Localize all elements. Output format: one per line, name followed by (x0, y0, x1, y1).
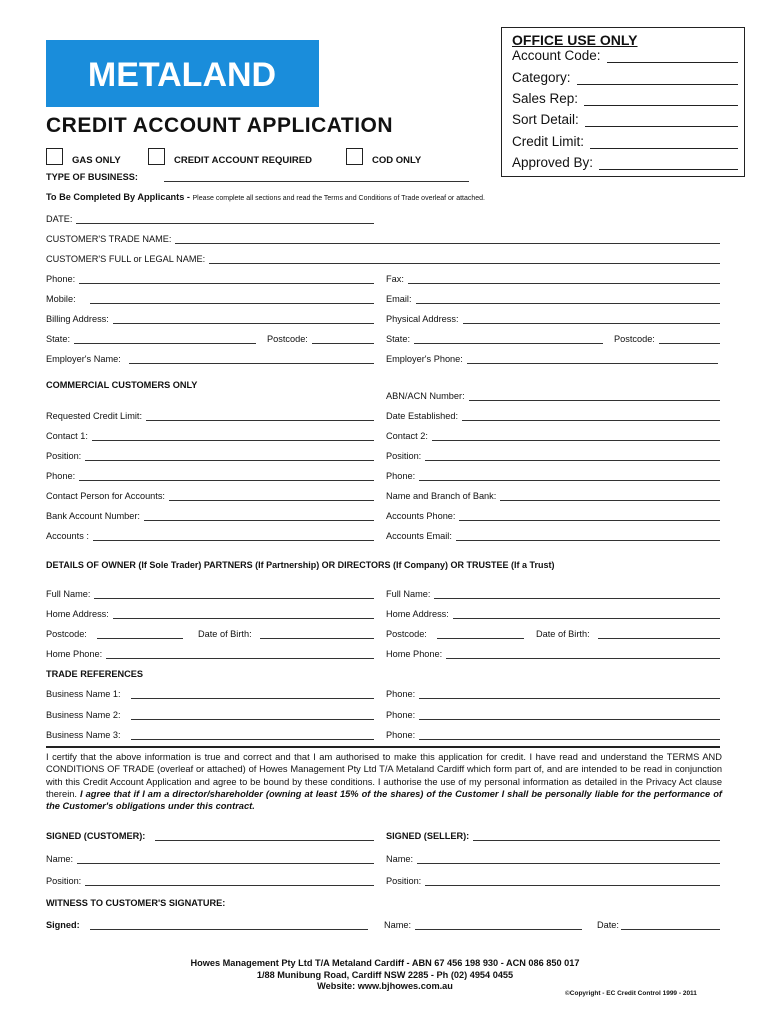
accounts-phone-label: Accounts Phone: (386, 511, 456, 521)
full-name-label: Full Name: (386, 589, 431, 599)
witness-name-row (384, 920, 582, 930)
state-line[interactable] (74, 334, 256, 344)
name-label: Name: (386, 854, 414, 864)
physical-postcode-row (614, 334, 720, 344)
bank-account-label: Bank Account Number: (46, 511, 140, 521)
full-name-label: Full Name: (46, 589, 91, 599)
footer-company: Howes Management Pty Ltd T/A Metaland Cardiff - ABN 67 456 198 930 - ACN 086 850 017 (190, 958, 580, 968)
full-name-line[interactable] (94, 589, 374, 599)
office-field-label: Credit Limit: (512, 134, 585, 149)
position-line[interactable] (85, 876, 374, 886)
owner1-home-phone-row (46, 649, 374, 659)
witness-signed-row (46, 920, 368, 930)
instructions-lead: To Be Completed By Applicants - (46, 192, 190, 202)
owner1-home-address-row (46, 609, 374, 619)
type-of-business-row (46, 172, 469, 182)
home-phone-label: Home Phone: (386, 649, 443, 659)
position-line[interactable] (85, 451, 374, 461)
state-line[interactable] (414, 334, 603, 344)
state-label: State: (46, 334, 71, 344)
office-field-label: Category: (512, 70, 571, 85)
billing-address-line[interactable] (113, 314, 374, 324)
office-credit-limit (512, 134, 738, 149)
requested-credit-limit-row (46, 411, 374, 421)
bank-account-line[interactable] (144, 511, 374, 521)
name-label: Name: (384, 920, 412, 930)
certification-text (46, 751, 722, 812)
owner2-home-phone-row (386, 649, 720, 659)
footer (0, 958, 770, 993)
bank-account-row (46, 511, 374, 521)
name-line[interactable] (415, 920, 582, 930)
form-title: CREDIT ACCOUNT APPLICATION (46, 114, 394, 137)
owner2-dob-row (536, 629, 720, 639)
abn-row (386, 391, 720, 401)
name-line[interactable] (417, 854, 720, 864)
date-established-row (386, 411, 720, 421)
date-row (46, 214, 374, 224)
email-label: Email: (386, 294, 412, 304)
abn-label: ABN/ACN Number: (386, 391, 465, 401)
position-label: Position: (46, 451, 82, 461)
mobile-line[interactable] (90, 294, 374, 304)
employer-name-row (46, 354, 374, 364)
office-field-line[interactable] (599, 157, 738, 170)
contact2-line[interactable] (432, 431, 720, 441)
signed-line[interactable] (90, 920, 368, 930)
signed-customer-row (46, 831, 374, 841)
position-line[interactable] (425, 876, 720, 886)
business-name-1-row (46, 689, 374, 699)
phone-line[interactable] (419, 710, 720, 720)
business-name-label: Business Name 2: (46, 710, 121, 720)
state-label: State: (386, 334, 411, 344)
certification-plain: I certify that the above information is true and correct and that I am authorised to make this application for credit. I have read and understand the TERMS AND CONDITIONS OF TRADE (overleaf or attached) of Howes Management Pty Ltd T/A Metaland Cardiff which form part of, and are intended to be read in conjunction with this Credit Account Application and agree to be bound by these conditions. I authorise the use of my personal information as detailed in the Privacy Act clause therein. (46, 752, 722, 799)
cod-only-checkbox[interactable] (346, 148, 363, 165)
customer-name-row (46, 854, 374, 864)
dob-label: Date of Birth: (198, 629, 252, 639)
trade-name-row (46, 234, 720, 244)
accounts-row (46, 531, 374, 541)
dob-line[interactable] (260, 629, 374, 639)
business-name-line[interactable] (131, 730, 374, 740)
date-label: Date: (597, 920, 619, 930)
legal-name-label: CUSTOMER'S FULL or LEGAL NAME: (46, 254, 206, 264)
postcode-line[interactable] (97, 629, 183, 639)
date-label: DATE: (46, 214, 73, 224)
trade-name-line[interactable] (175, 234, 720, 244)
owner2-postcode-row (386, 629, 524, 639)
accounts-line[interactable] (93, 531, 374, 541)
employer-phone-line[interactable] (467, 354, 718, 364)
credit-account-required-label: CREDIT ACCOUNT REQUIRED (174, 155, 312, 166)
footer-address: 1/88 Munibung Road, Cardiff NSW 2285 - Ph (02) 4954 0455 (256, 969, 514, 980)
trade-references-heading: TRADE REFERENCES (46, 669, 143, 679)
postcode-row (267, 334, 374, 344)
office-account-code (512, 48, 738, 63)
contact-accounts-row (46, 491, 374, 501)
business-name-label: Business Name 1: (46, 689, 121, 699)
office-use-title: OFFICE USE ONLY (512, 32, 638, 48)
office-field-label: Account Code: (512, 48, 601, 63)
date-established-line[interactable] (462, 411, 720, 421)
position-line[interactable] (425, 451, 720, 461)
contact-phone2-row (386, 471, 720, 481)
certification-emphasis: I agree that if I am a director/shareholder (owning at least 15% of the shares) of the Customer I shall be personally liable for the performance of the Customer's obligations under this contract. (46, 788, 722, 812)
office-use-box (501, 27, 745, 177)
gas-only-checkbox[interactable] (46, 148, 63, 165)
seller-name-row (386, 854, 720, 864)
owner2-home-address-row (386, 609, 720, 619)
business-name-line[interactable] (131, 710, 374, 720)
contact1-label: Contact 1: (46, 431, 88, 441)
phone-line[interactable] (79, 274, 374, 284)
dob-line[interactable] (598, 629, 720, 639)
signed-seller-row (386, 831, 720, 841)
customer-position-row (46, 876, 374, 886)
state-row (46, 334, 256, 344)
mobile-label: Mobile: (46, 294, 76, 304)
accounts-phone-row (386, 511, 720, 521)
fax-line[interactable] (408, 274, 720, 284)
email-line[interactable] (416, 294, 720, 304)
cod-only-label: COD ONLY (372, 155, 422, 166)
physical-address-row (386, 314, 720, 324)
phone-label: Phone: (386, 689, 416, 699)
position1-row (46, 451, 374, 461)
office-field-line[interactable] (577, 72, 738, 85)
section-divider (46, 746, 720, 748)
fax-label: Fax: (386, 274, 404, 284)
legal-name-row (46, 254, 720, 264)
email-row (386, 294, 720, 304)
office-field-label: Approved By: (512, 155, 594, 170)
accounts-phone-line[interactable] (459, 511, 720, 521)
signed-seller-label: SIGNED (SELLER): (386, 831, 470, 841)
postcode-label: Postcode: (386, 629, 427, 639)
office-field-line[interactable] (585, 114, 738, 127)
phone-label: Phone: (386, 730, 416, 740)
postcode-line[interactable] (312, 334, 374, 344)
owner1-full-name-row (46, 589, 374, 599)
billing-address-row (46, 314, 374, 324)
instructions (46, 192, 485, 202)
bank-name-row (386, 491, 720, 501)
ref-phone-2-row (386, 710, 720, 720)
metaland-logo-graphic (46, 40, 319, 107)
contact2-label: Contact 2: (386, 431, 428, 441)
office-category (512, 70, 738, 85)
phone-line[interactable] (79, 471, 374, 481)
employer-name-line[interactable] (129, 354, 374, 364)
name-label: Name: (46, 854, 74, 864)
contact-accounts-label: Contact Person for Accounts: (46, 491, 165, 501)
physical-address-line[interactable] (463, 314, 720, 324)
gas-only-label: GAS ONLY (72, 155, 121, 166)
home-address-line[interactable] (453, 609, 720, 619)
owner2-full-name-row (386, 589, 720, 599)
trade-name-label: CUSTOMER'S TRADE NAME: (46, 234, 172, 244)
credit-account-required-checkbox[interactable] (148, 148, 165, 165)
accounts-label: Accounts : (46, 531, 89, 541)
copyright: ©Copyright - EC Credit Control 1999 - 2011 (565, 990, 697, 997)
postcode-label: Postcode: (267, 334, 308, 344)
home-phone-line[interactable] (106, 649, 374, 659)
logo-wordmark: METALAND (87, 56, 277, 94)
postcode-line[interactable] (659, 334, 720, 344)
physical-address-label: Physical Address: (386, 314, 459, 324)
dob-label: Date of Birth: (536, 629, 590, 639)
instructions-text: Please complete all sections and read the Terms and Conditions of Trade overleaf or attached. (192, 195, 486, 202)
seller-position-row (386, 876, 720, 886)
position-label: Position: (386, 876, 422, 886)
date-line[interactable] (621, 920, 720, 930)
type-of-business-label: TYPE OF BUSINESS: (46, 172, 138, 182)
employer-phone-row (386, 354, 718, 364)
phone-line[interactable] (419, 689, 720, 699)
home-address-line[interactable] (113, 609, 374, 619)
employer-name-label: Employer's Name: (46, 354, 121, 364)
contact1-row (46, 431, 374, 441)
billing-address-label: Billing Address: (46, 314, 109, 324)
phone-label: Phone: (386, 710, 416, 720)
postcode-label: Postcode: (614, 334, 655, 344)
position-label: Position: (46, 876, 82, 886)
physical-state-row (386, 334, 603, 344)
phone-label: Phone: (46, 471, 76, 481)
office-field-label: Sales Rep: (512, 91, 579, 106)
office-field-line[interactable] (590, 136, 738, 149)
contact-accounts-line[interactable] (169, 491, 374, 501)
commercial-heading: COMMERCIAL CUSTOMERS ONLY (46, 380, 198, 390)
owners-heading: DETAILS OF OWNER (If Sole Trader) PARTNERS (If Partnership) OR DIRECTORS (If Company) OR TRUSTEE (If a Trust) (46, 560, 555, 570)
home-phone-label: Home Phone: (46, 649, 103, 659)
date-line[interactable] (76, 214, 374, 224)
phone-label: Phone: (46, 274, 76, 284)
abn-line[interactable] (469, 391, 720, 401)
office-field-label: Sort Detail: (512, 112, 579, 127)
business-name-3-row (46, 730, 374, 740)
office-field-line[interactable] (584, 93, 738, 106)
type-of-business-line[interactable] (164, 172, 469, 182)
footer-website: Website: www.bjhowes.com.au (317, 981, 453, 991)
metaland-logo (46, 40, 319, 107)
ref-phone-1-row (386, 689, 720, 699)
signed-customer-label: SIGNED (CUSTOMER): (46, 831, 146, 841)
owner1-dob-row (198, 629, 374, 639)
requested-credit-limit-line[interactable] (146, 411, 374, 421)
postcode-label: Postcode: (46, 629, 87, 639)
business-name-label: Business Name 3: (46, 730, 121, 740)
accounts-email-label: Accounts Email: (386, 531, 452, 541)
requested-credit-limit-label: Requested Credit Limit: (46, 411, 143, 421)
employer-phone-label: Employer's Phone: (386, 354, 463, 364)
home-phone-line[interactable] (446, 649, 720, 659)
accounts-email-row (386, 531, 720, 541)
home-address-label: Home Address: (386, 609, 449, 619)
bank-name-label: Name and Branch of Bank: (386, 491, 497, 501)
mobile-row (46, 294, 374, 304)
accounts-email-line[interactable] (456, 531, 720, 541)
position2-row (386, 451, 720, 461)
office-field-line[interactable] (607, 50, 738, 63)
business-name-2-row (46, 710, 374, 720)
phone-line[interactable] (419, 730, 720, 740)
office-approved-by (512, 155, 738, 170)
bank-name-line[interactable] (500, 491, 720, 501)
legal-name-line[interactable] (209, 254, 720, 264)
phone-row (46, 274, 374, 284)
phone-label: Phone: (386, 471, 416, 481)
office-sort-detail (512, 112, 738, 127)
ref-phone-3-row (386, 730, 720, 740)
witness-date-row (597, 920, 720, 930)
owner1-postcode-row (46, 629, 183, 639)
business-name-line[interactable] (131, 689, 374, 699)
contact1-line[interactable] (92, 431, 374, 441)
position-label: Position: (386, 451, 422, 461)
name-line[interactable] (77, 854, 374, 864)
office-sales-rep (512, 91, 738, 106)
contact-phone1-row (46, 471, 374, 481)
contact2-row (386, 431, 720, 441)
full-name-line[interactable] (434, 589, 720, 599)
signed-seller-line[interactable] (473, 831, 720, 841)
date-established-label: Date Established: (386, 411, 459, 421)
witness-heading: WITNESS TO CUSTOMER'S SIGNATURE: (46, 898, 226, 908)
signed-label: Signed: (46, 920, 80, 930)
phone-line[interactable] (419, 471, 720, 481)
signed-customer-line[interactable] (155, 831, 374, 841)
fax-row (386, 274, 720, 284)
postcode-line[interactable] (437, 629, 524, 639)
home-address-label: Home Address: (46, 609, 109, 619)
